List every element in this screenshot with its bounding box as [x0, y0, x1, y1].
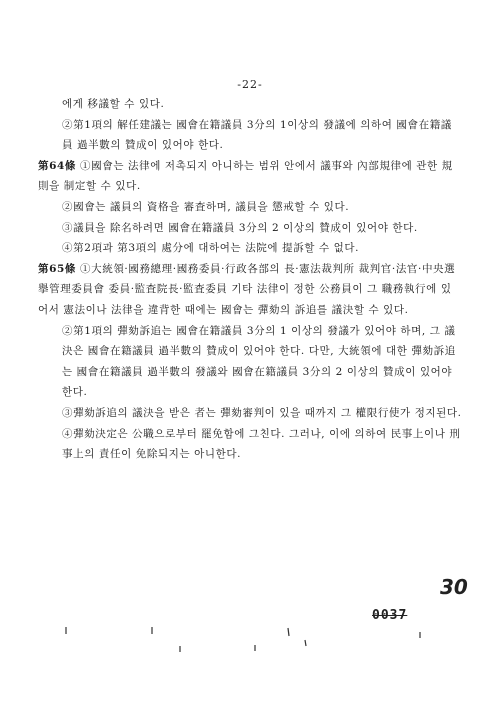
- scan-mark: [288, 628, 289, 636]
- paragraph-text: 에게 移議할 수 있다.: [62, 98, 165, 110]
- paragraph-text: ②第1項의 彈劾訴追는 國會在籍議員 3分의 1 이상의 發議가 있어야 하며, 그 議決은 國會在籍議員 過半數의 贊成이 있어야 한다. 다만, 大統領에 대한 彈劾訴追는 國會在籍議員 過半數의 發議와 國會在籍議員 3分의 2 이상의 贊成이 있어야 한다.: [62, 324, 456, 399]
- paragraph-text: ③議員을 除名하려면 國會在籍議員 3分의 2 이상의 贊成이 있어야 한다.: [62, 221, 418, 234]
- paragraph-text: ①國會는 法律에 저촉되지 아니하는 범위 안에서 議事와 內部規律에 관한 規則을 制定할 수 있다.: [38, 159, 453, 193]
- article-number: 第65條: [38, 262, 77, 275]
- paragraph-text: ②第1項의 解任建議는 國會在籍議員 3分의 1이상의 發議에 의하여 國會在籍議員 過半數의 贊成이 있어야 한다.: [62, 118, 452, 152]
- paragraph-text: ③彈劾訴追의 議決을 받은 者는 彈劾審判이 있을 때까지 그 權限行使가 정지된다.: [62, 406, 462, 419]
- paragraph-text: ①大統領·國務總理·國務委員·行政各部의 長·憲法裁判所 裁判官·法官·中央選擧管理委員會 委員·監査院長·監査委員 기타 法律이 정한 公務員이 그 職務執行에 있어서 憲法이나 法律을 違背한 때에는 國會는 彈劾의 訴追를 議決할 수 있다.: [38, 262, 456, 316]
- archive-stamp-number: 0037: [372, 608, 408, 623]
- paragraph-text: ④第2項과 第3項의 處分에 대하여는 法院에 提訴할 수 없다.: [62, 242, 360, 255]
- article-number: 第64條: [38, 159, 77, 172]
- page-number: -22-: [237, 78, 263, 91]
- paragraph-text: ④彈劾決定은 公職으로부터 罷免함에 그친다. 그러나, 이에 의하여 民事上이나 刑事上의 責任이 免除되지는 아니한다.: [62, 427, 461, 461]
- handwritten-page-number: 30: [440, 575, 468, 599]
- paragraph-text: ②國會는 議員의 資格을 審査하며, 議員을 懲戒할 수 있다.: [62, 200, 350, 213]
- scan-mark: [305, 640, 306, 646]
